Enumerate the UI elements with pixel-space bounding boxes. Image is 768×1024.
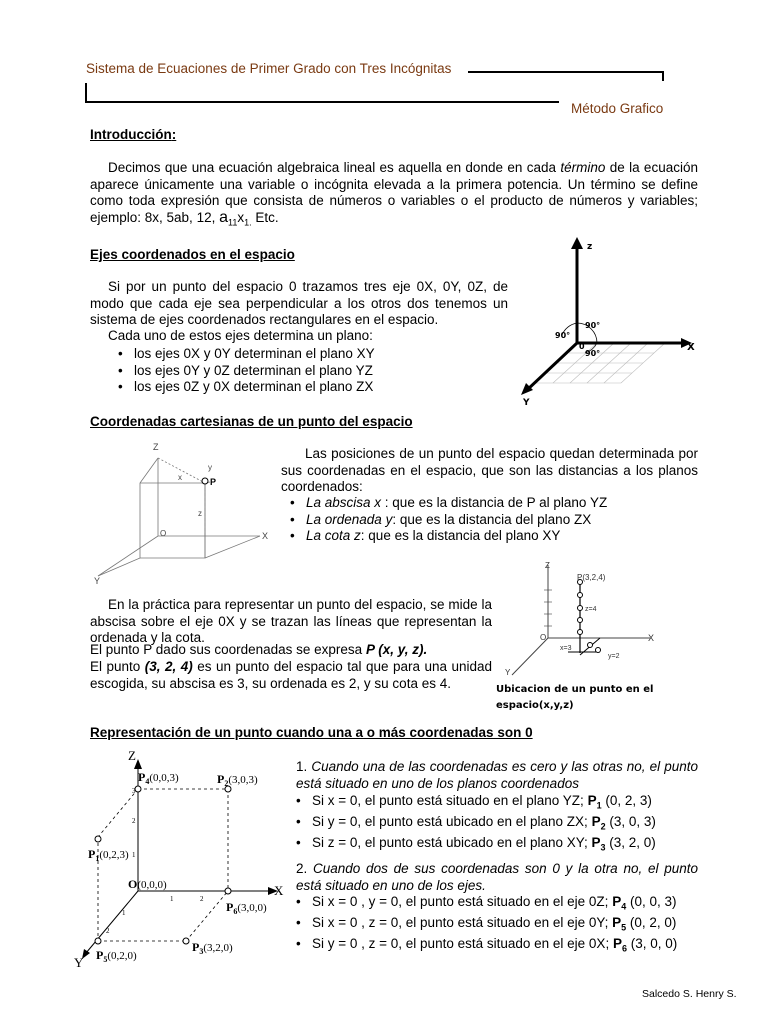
ejes-paragraph-2: Cada uno de estos ejes determina un plano: (108, 328, 373, 343)
p3-label: $P_3(3,2,0)$ (192, 940, 233, 956)
angle-label: 90° (555, 331, 571, 340)
x-distance-label: x (178, 473, 182, 482)
header-rule-tick-right (662, 71, 664, 81)
document-title: Sistema de Ecuaciones de Primer Grado con Tres Incógnitas (86, 61, 452, 76)
angle-label: 90° (585, 349, 601, 358)
ejes-heading: Ejes coordenados en el espacio (90, 247, 295, 262)
case-1-list (288, 793, 708, 857)
case-1-text: 1. Cuando una de las coordenadas es cero y las otras no, el punto está situado en uno de los planos coordenados (296, 759, 698, 791)
list-item: • Si x = 0 , z = 0, el punto está situado en el eje 0Y; $P_5$ (0, 2, 0) (288, 915, 708, 936)
footer-author: Salcedo S. Henry S. (642, 988, 737, 1000)
axis-x-label: X (274, 883, 284, 898)
tick-label: 2 (200, 895, 204, 903)
practice-paragraph-2: El punto P dado sus coordenadas se expresa P (x, y, z). (90, 642, 428, 657)
practice-paragraph-3: El punto (3, 2, 4) es un punto del espacio tal que para una unidad escogida, su abscisa es 3, su ordenada es 2, y su cota es 4. (90, 659, 492, 691)
p4-label: $P_4(0,0,3)$ (138, 770, 179, 786)
tick-label: 1 (122, 909, 126, 917)
axis-y-label: Y (94, 576, 101, 586)
ejes-list (110, 346, 510, 396)
list-item: • La ordenada y: que es la distancia del plano ZX (282, 512, 702, 529)
list-item: • Si z = 0, el punto está ubicado en el plano XY; $P_3$ (3, 2, 0) (288, 835, 708, 856)
p6-label: $P_6(3,0,0)$ (226, 900, 267, 916)
axis-y-label: Y (505, 668, 511, 677)
p5-label: $P_5(0,2,0)$ (96, 948, 137, 964)
cartesian-list (282, 495, 702, 545)
axis-y-label: Y (74, 955, 84, 970)
list-item: • los ejes 0Y y 0Z determinan el plano YZ (110, 363, 510, 380)
case-2-list (288, 894, 708, 958)
tick-label: 1 (170, 895, 174, 903)
axes-figure (515, 235, 705, 410)
figure-caption: Ubicacion de un punto en el espacio(x,y,z) (496, 684, 654, 711)
list-item: • los ejes 0X y 0Y determinan el plano XY (110, 346, 510, 363)
axis-x-label: X (648, 633, 655, 643)
y-value-label: y=2 (608, 653, 620, 660)
z-distance-label: z (198, 509, 202, 518)
tick-label: 3 (132, 787, 136, 795)
list-item: • La abscisa x : que es la distancia de P al plano YZ (282, 495, 702, 512)
list-item: • La cota z: que es la distancia del plano XY (282, 528, 702, 545)
case-2-text: 2. Cuando dos de sus coordenadas son 0 y la otra no, el punto está situado en uno de los ejes. (296, 861, 699, 893)
header-rule-top (468, 71, 664, 73)
origin-label: 0 (579, 342, 585, 351)
list-item: • Si y = 0 , z = 0, el punto está situado en el eje 0X; $P_6$ (3, 0, 0) (288, 936, 708, 957)
intro-paragraph: Decimos que una ecuación algebraica lineal es aquella en donde en cada término de la ecuación aparece únicamente una variable o incógnita elevada a la primera potencia. Un término se define como toda expresión que consista de números o variables o el producto de números y variables; ejemplo: 8x, 5ab, 12, $a_{11}x_{1.}$ Etc. (90, 160, 698, 228)
header-rule-tick-left (85, 83, 87, 103)
list-item: • Si x = 0, el punto está situado en el plano YZ; $P_1$ (0, 2, 3) (288, 793, 708, 814)
tick-label: 2 (106, 927, 110, 935)
zero-coordinates-figure (72, 745, 292, 973)
list-item: • los ejes 0Z y 0X determinan el plano ZX (110, 379, 510, 396)
point-p-label: P (210, 477, 217, 487)
axis-z-label: Z (128, 748, 136, 763)
origin-label: O(0,0,0) (128, 877, 167, 891)
cartesian-paragraph: Las posiciones de un punto del espacio quedan determinada por sus coordenadas en el espacio, que son las distancias a los planos coordenados: (281, 446, 698, 494)
axis-x-label: X (262, 531, 269, 541)
axis-z-label: Z (545, 561, 550, 570)
representation-heading: Representación de un punto cuando una a o más coordenadas son 0 (90, 725, 533, 740)
z-value-label: z=4 (585, 606, 597, 613)
point-box-figure (90, 438, 275, 586)
p2-label: $P_2(3,0,3)$ (217, 772, 258, 788)
axis-x-label: X (687, 342, 695, 353)
intro-heading: Introducción: (90, 127, 177, 142)
p1-label: $P_1(0,2,3)$ (88, 847, 129, 863)
header-rule-bottom (85, 101, 559, 103)
axis-z-label: Z (153, 442, 159, 452)
list-item: • Si y = 0, el punto está ubicado en el plano ZX; $P_2$ (3, 0, 3) (288, 814, 708, 835)
axis-y-label: Y (523, 398, 530, 408)
list-item: • Si x = 0 , y = 0, el punto está situado en el eje 0Z; $P_4$ (0, 0, 3) (288, 894, 708, 915)
origin-label: O (540, 633, 547, 642)
cartesian-heading: Coordenadas cartesianas de un punto del espacio (90, 414, 413, 429)
angle-label: 90° (585, 321, 601, 330)
point-p-label: P(3,2,4) (577, 573, 606, 582)
practice-paragraph: En la práctica para representar un punto del espacio, se mide la abscisa sobre el eje 0X y se trazan las líneas que representan la ordenada y la cota. (90, 597, 492, 645)
tick-label: 2 (132, 817, 136, 825)
origin-label: O (160, 529, 167, 538)
point-location-figure (500, 560, 670, 685)
x-value-label: x=3 (560, 645, 572, 652)
method-label: Método Grafico (571, 101, 664, 116)
axis-z-label: z (587, 242, 593, 252)
ejes-paragraph: Si por un punto del espacio 0 trazamos tres eje 0X, 0Y, 0Z, de modo que cada eje sea perpendicular a los otros dos tenemos un sistema de ejes coordenados rectangulares en el espacio. (90, 279, 508, 327)
tick-label: 1 (132, 851, 136, 859)
y-distance-label: y (208, 463, 212, 472)
